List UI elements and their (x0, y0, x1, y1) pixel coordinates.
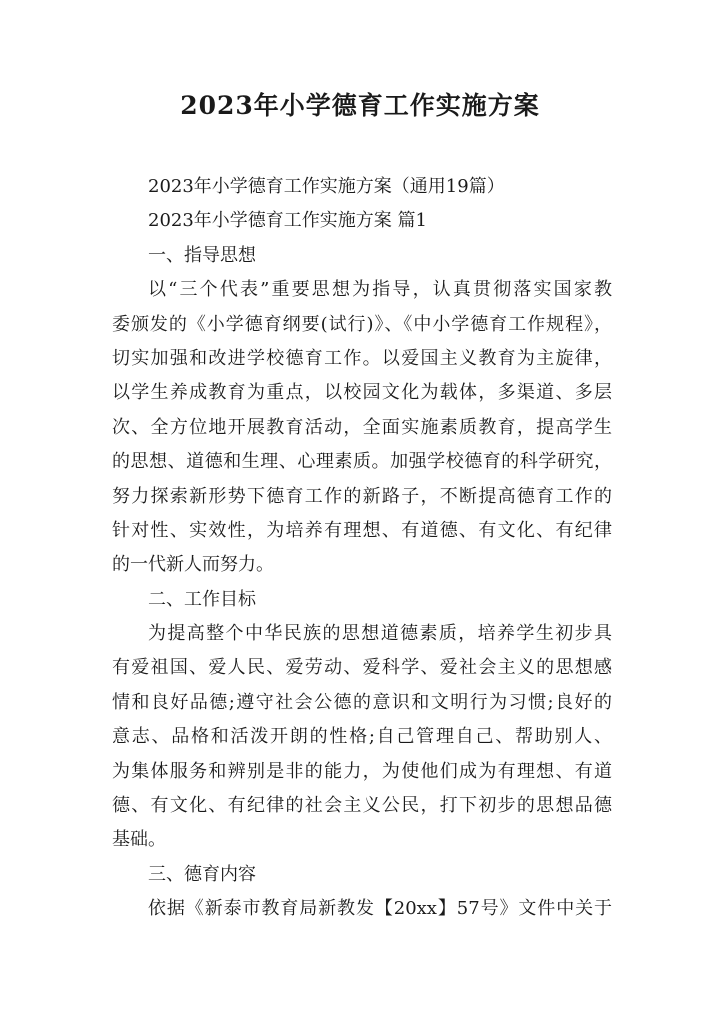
body-text-line: 的思想、道德和生理、心理素质。加强学校德育的科学研究， (112, 451, 612, 473)
body-text-line: 努力探索新形势下德育工作的新路子，不断提高德育工作的 (112, 485, 612, 507)
body-text-line: 次、全方位地开展教育活动，全面实施素质教育，提高学生 (112, 416, 612, 438)
body-text-line: 针对性、实效性，为培养有理想、有道德、有文化、有纪律 (112, 519, 612, 541)
body-text-line: 2023年小学德育工作实施方案 篇1 (148, 210, 427, 232)
body-text-line: 基础。 (112, 829, 166, 851)
body-text-line: 的一代新人而努力。 (112, 554, 274, 576)
body-text-line: 一、指导思想 (148, 244, 256, 266)
document-title: 2023年小学德育工作实施方案 (180, 91, 540, 120)
body-text-line: 德、有文化、有纪律的社会主义公民，打下初步的思想品德 (112, 795, 612, 817)
document-body (112, 170, 612, 927)
body-text-line: 2023年小学德育工作实施方案（通用19篇） (148, 176, 505, 197)
body-text-line: 意志、品格和活泼开朗的性格;自己管理自己、帮助别人、 (112, 726, 612, 748)
body-text-line: 委颁发的《小学德育纲要(试行)》、《中小学德育工作规程》， (112, 313, 612, 335)
body-text-line: 以“三个代表”重要思想为指导，认真贯彻落实国家教 (148, 279, 612, 301)
body-text-line: 有爱祖国、爱人民、爱劳动、爱科学、爱社会主义的思想感 (112, 657, 612, 679)
body-text-line: 二、工作目标 (148, 588, 256, 610)
body-text-line: 三、德育内容 (148, 863, 256, 885)
body-text-line: 以学生养成教育为重点，以校园文化为载体，多渠道、多层 (112, 382, 612, 404)
body-text-line: 依据《新泰市教育局新教发【20xx】57号》文件中关于 (148, 898, 612, 920)
body-text-line: 为提高整个中华民族的思想道德素质，培养学生初步具 (148, 623, 612, 645)
body-text-line: 切实加强和改进学校德育工作。以爱国主义教育为主旋律， (112, 347, 612, 369)
body-text-line: 为集体服务和辨别是非的能力，为使他们成为有理想、有道 (112, 760, 612, 782)
body-text-line: 情和良好品德;遵守社会公德的意识和文明行为习惯;良好的 (112, 691, 612, 713)
